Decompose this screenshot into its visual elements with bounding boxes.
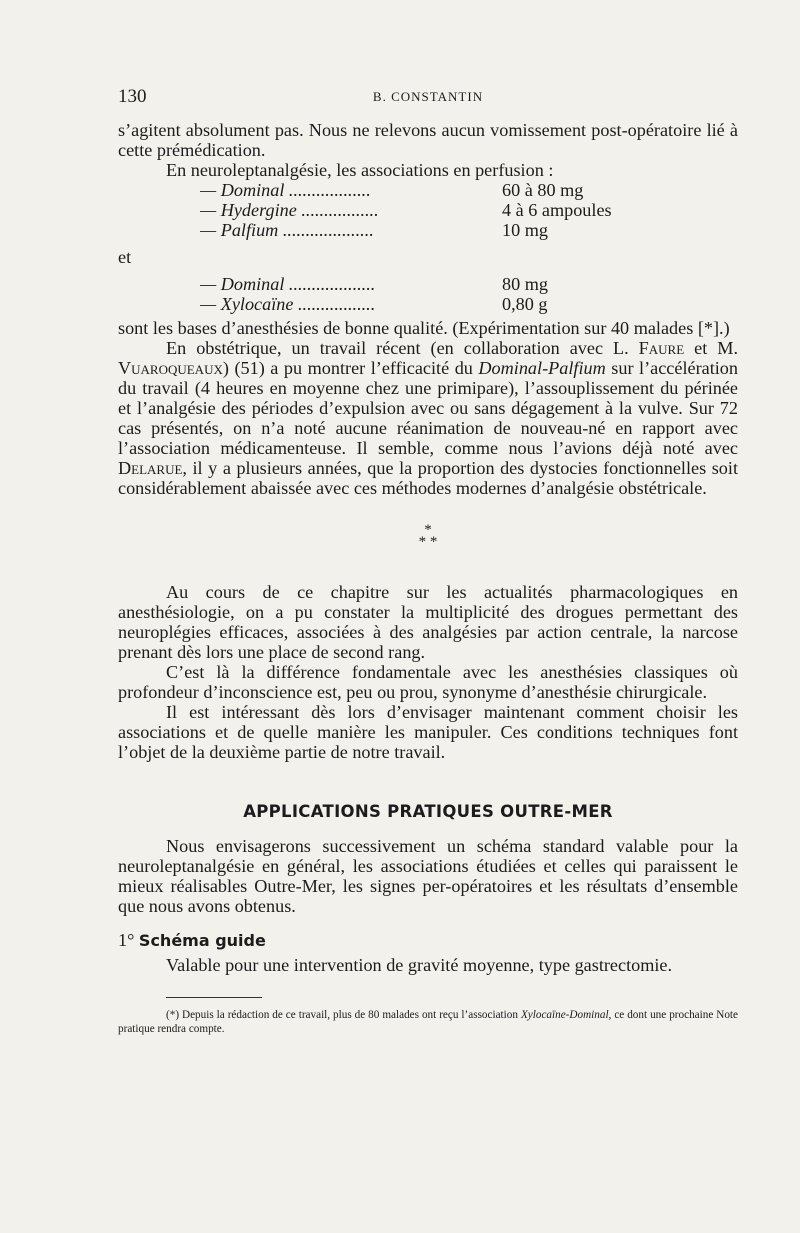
page-header bbox=[118, 86, 738, 110]
text-run: (*) Depuis la rédaction de ce travail, plus de 80 malades ont reçu l’association bbox=[166, 1009, 521, 1021]
paragraph-7: Il est intéressant dès lors d’envisager maintenant comment choisir les associations et de quelle manière les manipuler. Ces conditions techniques font l’objet de la deuxième partie de notre travail. bbox=[118, 702, 738, 762]
section-separator bbox=[118, 524, 738, 548]
running-head: B. CONSTANTIN bbox=[372, 89, 484, 104]
association-row bbox=[118, 274, 738, 294]
drug-dose: 80 mg bbox=[502, 274, 548, 294]
paragraph-3: sont les bases d’anesthésies de bonne qualité. (Expérimentation sur 40 malades [*].) bbox=[118, 318, 730, 338]
paragraph-9: Valable pour une intervention de gravité moyenne, type gastrectomie. bbox=[166, 955, 673, 975]
association-row bbox=[118, 220, 738, 240]
drug-label: — Xylocaïne ................. bbox=[200, 294, 376, 314]
text-run: sur l’accélération du travail (4 heures en moyenne chez une primipare), l’assouplissement du périnée et l’analgésie des périodes d’expulsion avec ou sans dégagement à la vulve. Sur 72 cas présentés, on n’a noté aucune réanimation de nouveau-né en rapport avec l’association médicamenteuse. Il semble, comme nous l’avions déjà noté avec bbox=[118, 358, 738, 458]
page-number: 130 bbox=[118, 86, 147, 107]
association-row bbox=[118, 200, 738, 220]
author-name: Delarue bbox=[118, 458, 183, 478]
text-run: ) (51) a pu montrer l’efficacité du bbox=[222, 358, 479, 378]
paragraph-5: Au cours de ce chapitre sur les actualités pharmacologiques en anesthésiologie, on a pu constater la multiplicité des drogues permettant des neuroplégies efficaces, associées à des analgésies par action centrale, la narcose prenant dès lors une place de second rang. bbox=[118, 582, 738, 662]
text-run: En obstétrique, un travail récent (en collaboration avec L. bbox=[166, 338, 639, 358]
page-body bbox=[118, 120, 738, 1036]
drug-dose: 0,80 g bbox=[502, 294, 548, 314]
paragraph-6: C’est là la différence fondamentale avec les anesthésies classiques où profondeur d’inconscience est, peu ou prou, synonyme d’anesthésie chirurgicale. bbox=[118, 662, 738, 702]
text-run: , il y a plusieurs années, que la proportion des dystocies fonctionnelles soit considérablement abaissée avec ces méthodes modernes d’analgésie obstétricale. bbox=[118, 458, 738, 498]
drug-dose: 60 à 80 mg bbox=[502, 180, 584, 200]
text-run: et M. bbox=[684, 338, 738, 358]
footnote-rule bbox=[166, 997, 262, 998]
author-name: Vuaroqueaux bbox=[118, 358, 223, 378]
drug-dose: 4 à 6 ampoules bbox=[502, 200, 612, 220]
drug-label: — Hydergine ................. bbox=[200, 200, 379, 220]
separator-star: * bbox=[424, 522, 432, 538]
text-run: ce dont une prochaine Note pratique rendra compte. bbox=[118, 1009, 739, 1035]
subheading-number: 1° bbox=[118, 930, 135, 950]
drug-dose: 10 mg bbox=[502, 220, 548, 240]
subheading bbox=[118, 930, 738, 951]
drug-label: — Dominal ................... bbox=[200, 274, 376, 294]
paragraph-4 bbox=[118, 338, 738, 498]
association-row bbox=[118, 180, 738, 200]
author-name: Faure bbox=[638, 338, 685, 358]
section-heading: APPLICATIONS PRATIQUES OUTRE-MER bbox=[243, 802, 613, 821]
footnote bbox=[118, 1008, 738, 1036]
association-list-1 bbox=[118, 180, 738, 240]
association-list-2 bbox=[118, 274, 738, 314]
drug-name: Dominal-Palfium bbox=[478, 358, 606, 378]
association-row bbox=[118, 294, 738, 314]
conjunction-et: et bbox=[118, 247, 132, 267]
paragraph-2: En neuroleptanalgésie, les associations en perfusion : bbox=[166, 160, 554, 180]
drug-label: — Palfium .................... bbox=[200, 220, 374, 240]
paragraph-1: s’agitent absolument pas. Nous ne relevons aucun vomissement post-opératoire lié à cette prémédication. bbox=[118, 120, 738, 160]
subheading-title: Schéma guide bbox=[138, 931, 266, 950]
drug-label: — Dominal .................. bbox=[200, 180, 371, 200]
paragraph-8: Nous envisagerons successivement un schéma standard valable pour la neuroleptanalgésie en général, les associations étudiées et celles qui paraissent le mieux réalisables Outre-Mer, les signes per-opératoires et les résultats d’ensemble que nous avons obtenus. bbox=[118, 836, 738, 916]
separator-stars: * * bbox=[418, 534, 438, 550]
drug-name: Xylocaïne-Dominal, bbox=[520, 1009, 612, 1021]
